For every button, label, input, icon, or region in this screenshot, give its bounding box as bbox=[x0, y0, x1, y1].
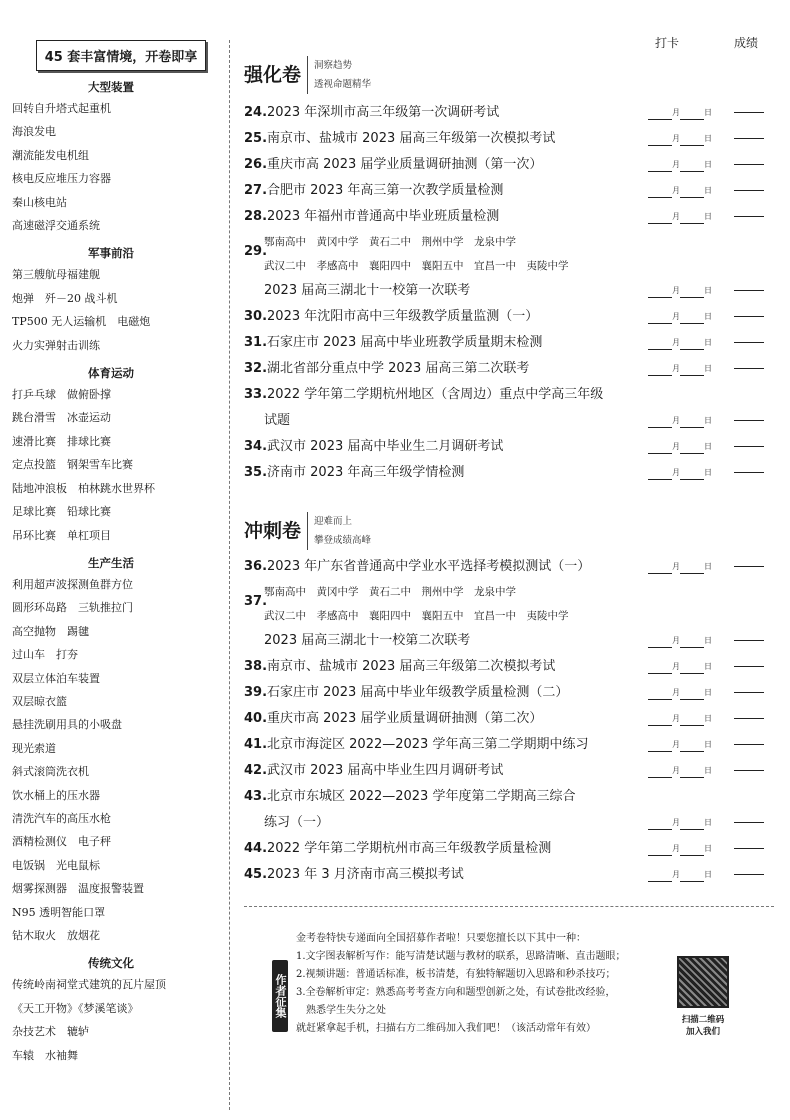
strengthen-title-area bbox=[244, 56, 774, 94]
month-blank[interactable] bbox=[648, 209, 672, 224]
sidebar-sections bbox=[8, 79, 214, 1067]
month-blank[interactable] bbox=[648, 685, 672, 700]
strengthen-title: 强化卷 bbox=[244, 64, 302, 86]
exam-text: 济南市 2023 年高三年级学情检测 bbox=[267, 465, 465, 480]
date-blank[interactable] bbox=[648, 836, 712, 862]
score-blank[interactable] bbox=[734, 316, 764, 317]
date-blank[interactable] bbox=[648, 152, 712, 178]
month-blank[interactable] bbox=[648, 815, 672, 830]
exam-row[interactable] bbox=[244, 434, 774, 460]
day-label: 日 bbox=[704, 134, 712, 143]
recruitment-item-1: 1.文字图表解析写作：能写清楚试题与教材的联系，思路清晰、直击题眼； bbox=[296, 951, 626, 962]
exam-list bbox=[244, 304, 774, 382]
day-label: 日 bbox=[704, 662, 712, 671]
sidebar-item: 高速磁浮交通系统 bbox=[12, 219, 100, 233]
day-label: 日 bbox=[704, 740, 712, 749]
month-label: 月 bbox=[672, 364, 680, 373]
day-blank[interactable] bbox=[680, 815, 704, 830]
exam-item-29 bbox=[244, 230, 774, 304]
qr-code-icon[interactable] bbox=[677, 956, 729, 1008]
exam-list bbox=[244, 434, 774, 486]
sidebar-item: 炮弹 歼－20 战斗机 bbox=[12, 291, 118, 305]
sidebar-item: 回转自升塔式起重机 bbox=[12, 102, 111, 115]
strengthen-section bbox=[244, 56, 774, 486]
day-blank[interactable] bbox=[680, 685, 704, 700]
sidebar bbox=[8, 40, 214, 1067]
date-blank[interactable] bbox=[648, 862, 712, 888]
exam-row-line bbox=[244, 382, 774, 408]
recruitment-item-3b: 熟悉学生失分之处 bbox=[306, 1005, 386, 1016]
month-label: 月 bbox=[672, 134, 680, 143]
score-blank[interactable] bbox=[734, 138, 764, 139]
month-label: 月 bbox=[672, 844, 680, 853]
exam-row[interactable] bbox=[244, 126, 774, 152]
sidebar-title: 45 套丰富情境，开卷即享 bbox=[36, 40, 206, 71]
exam-num: 34. bbox=[244, 439, 268, 454]
score-blank[interactable] bbox=[734, 718, 764, 719]
exam-row[interactable] bbox=[244, 732, 774, 758]
day-label: 日 bbox=[704, 636, 712, 645]
month-label: 月 bbox=[672, 662, 680, 671]
sidebar-item: 现光索道 bbox=[12, 741, 56, 755]
exam-num: 38. bbox=[244, 659, 268, 674]
day-label: 日 bbox=[704, 468, 712, 477]
day-label: 日 bbox=[704, 688, 712, 697]
month-blank[interactable] bbox=[648, 183, 672, 198]
score-blank[interactable] bbox=[734, 666, 764, 667]
punch-header: 打卡 bbox=[655, 36, 680, 50]
month-label: 月 bbox=[672, 766, 680, 775]
month-blank[interactable] bbox=[648, 841, 672, 856]
exam-row-line bbox=[244, 784, 774, 810]
sprint-subtitle-1: 迎难而上 bbox=[314, 516, 353, 527]
exam-num: 35. bbox=[244, 465, 268, 480]
month-blank[interactable] bbox=[648, 659, 672, 674]
exam-row[interactable] bbox=[244, 554, 774, 580]
qr-caption-1: 扫描二维码 bbox=[681, 1015, 725, 1025]
day-label: 日 bbox=[704, 286, 712, 295]
day-blank[interactable] bbox=[680, 439, 704, 454]
exam-row[interactable] bbox=[244, 304, 774, 330]
exam-text: 2022 学年第二学期杭州市高三年级教学质量检测 bbox=[267, 841, 552, 856]
exam-num: 37. bbox=[244, 594, 268, 609]
exam-text: 2023 届高三湖北十一校第一次联考 bbox=[264, 283, 471, 298]
exam-text: 2023 年深圳市高三年级第一次调研考试 bbox=[267, 105, 500, 120]
sidebar-item: 足球比赛 铅球比赛 bbox=[12, 505, 111, 519]
recruitment-intro: 金考卷特快专递面向全国招募作者啦！只要您擅长以下其中一种： bbox=[296, 933, 586, 944]
day-label: 日 bbox=[704, 714, 712, 723]
day-blank[interactable] bbox=[680, 209, 704, 224]
day-blank[interactable] bbox=[680, 413, 704, 428]
exam-item-43 bbox=[244, 784, 774, 836]
month-blank[interactable] bbox=[648, 711, 672, 726]
sidebar-section-heading: 军事前沿 bbox=[88, 246, 134, 261]
exam-num: 39. bbox=[244, 685, 268, 700]
exam-text: 石家庄市 2023 届高中毕业年级教学质量检测（二） bbox=[267, 685, 569, 700]
sidebar-item: N95 透明智能口罩 bbox=[12, 905, 106, 919]
score-blank[interactable] bbox=[734, 112, 764, 113]
day-label: 日 bbox=[704, 338, 712, 347]
sprint-subtitle-2: 攀登成绩高峰 bbox=[314, 535, 372, 546]
exam-text: 武汉市 2023 届高中毕业生二月调研考试 bbox=[267, 439, 504, 454]
exam-text: 石家庄市 2023 届高中毕业班教学质量期末检测 bbox=[267, 335, 543, 350]
month-label: 月 bbox=[672, 212, 680, 221]
day-blank[interactable] bbox=[680, 841, 704, 856]
date-blank[interactable] bbox=[648, 554, 712, 580]
exam-row[interactable] bbox=[244, 628, 774, 654]
sprint-title-area bbox=[244, 512, 774, 550]
exam-text: 南京市、盐城市 2023 届高三年级第一次模拟考试 bbox=[267, 131, 556, 146]
sidebar-item: 传统岭南祠堂式建筑的瓦片屋顶 bbox=[12, 978, 166, 992]
month-label: 月 bbox=[672, 870, 680, 879]
month-blank[interactable] bbox=[648, 465, 672, 480]
score-blank[interactable] bbox=[734, 164, 764, 165]
sidebar-item: 利用超声波探测鱼群方位 bbox=[12, 577, 133, 591]
exam-row[interactable] bbox=[244, 330, 774, 356]
score-blank[interactable] bbox=[734, 770, 764, 771]
exam-item-33 bbox=[244, 382, 774, 434]
exam-item-37 bbox=[244, 580, 774, 654]
month-label: 月 bbox=[672, 338, 680, 347]
schools-line-2: 武汉二中 孝感高中 襄阳四中 襄阳五中 宜昌一中 夷陵中学 bbox=[264, 260, 569, 272]
sidebar-item: 双层晾衣篮 bbox=[12, 694, 67, 708]
date-blank[interactable] bbox=[648, 408, 712, 434]
day-blank[interactable] bbox=[680, 737, 704, 752]
day-blank[interactable] bbox=[680, 335, 704, 350]
day-blank[interactable] bbox=[680, 309, 704, 324]
day-blank[interactable] bbox=[680, 659, 704, 674]
exam-num: 24. bbox=[244, 105, 268, 120]
day-blank[interactable] bbox=[680, 131, 704, 146]
month-label: 月 bbox=[672, 160, 680, 169]
exam-text: 合肥市 2023 年高三第一次教学质量检测 bbox=[267, 183, 504, 198]
exam-row[interactable] bbox=[244, 100, 774, 126]
month-label: 月 bbox=[672, 740, 680, 749]
score-blank[interactable] bbox=[734, 290, 764, 291]
date-blank[interactable] bbox=[648, 654, 712, 680]
sidebar-item: 钻木取火 放烟花 bbox=[12, 929, 100, 942]
date-blank[interactable] bbox=[648, 628, 712, 654]
month-label: 月 bbox=[672, 186, 680, 195]
exam-num: 29. bbox=[244, 244, 268, 259]
month-blank[interactable] bbox=[648, 283, 672, 298]
sidebar-item: 悬挂洗刷用具的小吸盘 bbox=[12, 718, 122, 732]
score-blank[interactable] bbox=[734, 368, 764, 369]
day-blank[interactable] bbox=[680, 361, 704, 376]
month-blank[interactable] bbox=[648, 309, 672, 324]
exam-num: 33. bbox=[244, 387, 268, 402]
sidebar-section-heading: 传统文化 bbox=[88, 956, 134, 971]
sidebar-item: 清洗汽车的高压水枪 bbox=[12, 811, 111, 825]
sidebar-item: 陆地冲浪板 柏林跳水世界杯 bbox=[12, 481, 155, 495]
exam-num: 44. bbox=[244, 841, 268, 856]
sidebar-section-heading: 体育运动 bbox=[88, 366, 134, 381]
exam-row[interactable] bbox=[244, 278, 774, 304]
day-blank[interactable] bbox=[680, 105, 704, 120]
sidebar-section-heading: 生产生活 bbox=[88, 555, 134, 570]
exam-text: 湖北省部分重点中学 2023 届高三第二次联考 bbox=[267, 361, 530, 376]
score-blank[interactable] bbox=[734, 342, 764, 343]
month-blank[interactable] bbox=[648, 737, 672, 752]
score-blank[interactable] bbox=[734, 640, 764, 641]
score-blank[interactable] bbox=[734, 822, 764, 823]
exam-num: 45. bbox=[244, 867, 268, 882]
exam-row[interactable] bbox=[244, 758, 774, 784]
day-label: 日 bbox=[704, 562, 712, 571]
day-blank[interactable] bbox=[680, 183, 704, 198]
sidebar-item: 烟雾探测器 温度报警装置 bbox=[12, 882, 144, 896]
exam-text: 2023 年沈阳市高中三年级教学质量监测（一） bbox=[267, 309, 539, 324]
exam-row[interactable] bbox=[244, 356, 774, 382]
exam-text: 武汉市 2023 届高中毕业生四月调研考试 bbox=[267, 763, 504, 778]
exam-list bbox=[244, 654, 774, 784]
exam-text: 重庆市高 2023 届学业质量调研抽测（第二次） bbox=[267, 711, 543, 726]
score-blank[interactable] bbox=[734, 472, 764, 473]
vertical-divider bbox=[229, 40, 230, 1110]
score-blank[interactable] bbox=[734, 692, 764, 693]
recruitment-outro: 就赶紧拿起手机，扫描右方二维码加入我们吧！（该活动常年有效） bbox=[296, 1023, 596, 1034]
sidebar-item: 高空抛物 踢毽 bbox=[12, 624, 89, 638]
exam-row[interactable] bbox=[244, 408, 774, 434]
strengthen-subtitle bbox=[307, 56, 371, 94]
sidebar-item: TP500 无人运输机 电磁炮 bbox=[12, 315, 151, 329]
day-blank[interactable] bbox=[680, 711, 704, 726]
sidebar-item: 第三艘航母福建舰 bbox=[12, 268, 100, 282]
day-blank[interactable] bbox=[680, 283, 704, 298]
exam-text: 2023 年福州市普通高中毕业班质量检测 bbox=[267, 209, 500, 224]
score-blank[interactable] bbox=[734, 190, 764, 191]
month-label: 月 bbox=[672, 636, 680, 645]
date-blank[interactable] bbox=[648, 706, 712, 732]
day-blank[interactable] bbox=[680, 867, 704, 882]
sidebar-item: 打乒乓球 做俯卧撑 bbox=[12, 388, 111, 402]
month-label: 月 bbox=[672, 416, 680, 425]
month-blank[interactable] bbox=[648, 131, 672, 146]
exam-text: 2023 届高三湖北十一校第二次联考 bbox=[264, 633, 471, 648]
day-label: 日 bbox=[704, 844, 712, 853]
exam-num: 25. bbox=[244, 131, 268, 146]
schools-line-2: 武汉二中 孝感高中 襄阳四中 襄阳五中 宜昌一中 夷陵中学 bbox=[264, 610, 569, 622]
sidebar-item: 潮流能发电机组 bbox=[12, 148, 89, 162]
date-blank[interactable] bbox=[648, 126, 712, 152]
month-label: 月 bbox=[672, 286, 680, 295]
exam-text: 北京市东城区 2022—2023 学年度第二学期高三综合 bbox=[267, 789, 576, 804]
exam-num: 27. bbox=[244, 183, 268, 198]
sprint-section bbox=[244, 512, 774, 888]
date-blank[interactable] bbox=[648, 330, 712, 356]
recruitment-item-2: 2.视频讲题：普通话标准，板书清楚，有独特解题切入思路和秒杀技巧； bbox=[296, 969, 616, 980]
recruitment-text bbox=[296, 930, 676, 1038]
date-blank[interactable] bbox=[648, 460, 712, 486]
score-blank[interactable] bbox=[734, 874, 764, 875]
month-blank[interactable] bbox=[648, 559, 672, 574]
month-blank[interactable] bbox=[648, 361, 672, 376]
date-blank[interactable] bbox=[648, 680, 712, 706]
day-label: 日 bbox=[704, 186, 712, 195]
exam-num: 43. bbox=[244, 789, 268, 804]
exam-num: 26. bbox=[244, 157, 268, 172]
day-label: 日 bbox=[704, 416, 712, 425]
exam-row[interactable] bbox=[244, 460, 774, 486]
date-blank[interactable] bbox=[648, 204, 712, 230]
month-blank[interactable] bbox=[648, 335, 672, 350]
day-blank[interactable] bbox=[680, 559, 704, 574]
exam-list bbox=[244, 836, 774, 888]
exam-row[interactable] bbox=[244, 836, 774, 862]
score-blank[interactable] bbox=[734, 566, 764, 567]
sidebar-item: 跳台滑雪 冰壶运动 bbox=[12, 411, 111, 425]
sidebar-item: 车辕 水袖舞 bbox=[12, 1048, 78, 1062]
month-blank[interactable] bbox=[648, 105, 672, 120]
exam-row[interactable] bbox=[244, 706, 774, 732]
month-blank[interactable] bbox=[648, 157, 672, 172]
month-label: 月 bbox=[672, 714, 680, 723]
exam-row[interactable] bbox=[244, 178, 774, 204]
sidebar-section-heading: 大型装置 bbox=[88, 80, 134, 94]
exam-row[interactable] bbox=[244, 654, 774, 680]
exam-text: 北京市海淀区 2022—2023 学年高三第二学期期中练习 bbox=[267, 737, 589, 752]
score-blank[interactable] bbox=[734, 420, 764, 421]
strengthen-subtitle-2: 透视命题精华 bbox=[314, 79, 372, 90]
day-label: 日 bbox=[704, 766, 712, 775]
sidebar-item: 秦山核电站 bbox=[12, 195, 67, 209]
day-blank[interactable] bbox=[680, 633, 704, 648]
score-blank[interactable] bbox=[734, 848, 764, 849]
exam-num: 42. bbox=[244, 763, 268, 778]
recruitment-item-3a: 3.全卷解析审定：熟悉高考考查方向和题型创新之处，有试卷批改经验， bbox=[296, 987, 616, 998]
sidebar-item: 海浪发电 bbox=[12, 125, 56, 139]
day-blank[interactable] bbox=[680, 763, 704, 778]
date-blank[interactable] bbox=[648, 178, 712, 204]
schools-line-1: 鄂南高中 黄冈中学 黄石二中 荆州中学 龙泉中学 bbox=[264, 586, 516, 598]
day-label: 日 bbox=[704, 212, 712, 221]
exam-num: 40. bbox=[244, 711, 268, 726]
exam-num: 30. bbox=[244, 309, 268, 324]
exam-num: 36. bbox=[244, 559, 268, 574]
date-blank[interactable] bbox=[648, 810, 712, 836]
exam-text: 2022 学年第二学期杭州地区（含周边）重点中学高三年级 bbox=[267, 387, 604, 402]
score-blank[interactable] bbox=[734, 446, 764, 447]
exam-num: 41. bbox=[244, 737, 268, 752]
sidebar-item: 过山车 打夯 bbox=[12, 648, 78, 662]
author-recruitment-box bbox=[272, 930, 762, 1053]
exam-num: 31. bbox=[244, 335, 268, 350]
exam-row[interactable] bbox=[244, 862, 774, 888]
day-label: 日 bbox=[704, 160, 712, 169]
exam-text: 练习（一） bbox=[264, 815, 330, 830]
day-blank[interactable] bbox=[680, 465, 704, 480]
exam-row[interactable] bbox=[244, 680, 774, 706]
sidebar-item: 火力实弹射击训练 bbox=[12, 338, 100, 352]
sprint-subtitle bbox=[307, 512, 371, 550]
exam-num: 28. bbox=[244, 209, 268, 224]
sidebar-item: 杂技艺术 辘轳 bbox=[12, 1025, 89, 1039]
sidebar-item: 圆形环岛路 三轨推拉门 bbox=[12, 601, 133, 615]
month-blank[interactable] bbox=[648, 413, 672, 428]
sidebar-item: 斜式滚筒洗衣机 bbox=[12, 765, 89, 779]
sidebar-item: 酒精检测仪 电子秤 bbox=[12, 835, 111, 849]
month-label: 月 bbox=[672, 442, 680, 451]
day-label: 日 bbox=[704, 108, 712, 117]
exam-row[interactable] bbox=[244, 152, 774, 178]
exam-row[interactable] bbox=[244, 204, 774, 230]
exam-text: 试题 bbox=[264, 413, 291, 428]
recruitment-tag: 作者征集 bbox=[272, 960, 288, 1032]
month-label: 月 bbox=[672, 818, 680, 827]
day-blank[interactable] bbox=[680, 157, 704, 172]
date-blank[interactable] bbox=[648, 356, 712, 382]
date-blank[interactable] bbox=[648, 758, 712, 784]
sidebar-item: 饮水桶上的压水器 bbox=[12, 788, 100, 802]
exam-list bbox=[244, 100, 774, 230]
exam-text: 2023 年广东省普通高中学业水平选择考模拟测试（一） bbox=[267, 559, 591, 574]
month-blank[interactable] bbox=[648, 633, 672, 648]
schools-line-1: 鄂南高中 黄冈中学 黄石二中 荆州中学 龙泉中学 bbox=[264, 236, 516, 248]
exam-row[interactable] bbox=[244, 810, 774, 836]
score-blank[interactable] bbox=[734, 216, 764, 217]
month-blank[interactable] bbox=[648, 439, 672, 454]
month-label: 月 bbox=[672, 108, 680, 117]
date-blank[interactable] bbox=[648, 100, 712, 126]
exam-text: 重庆市高 2023 届学业质量调研抽测（第一次） bbox=[267, 157, 543, 172]
sidebar-item: 双层立体泊车装置 bbox=[12, 671, 100, 685]
exam-text: 2023 年 3 月济南市高三模拟考试 bbox=[267, 867, 464, 882]
month-blank[interactable] bbox=[648, 867, 672, 882]
month-blank[interactable] bbox=[648, 763, 672, 778]
day-label: 日 bbox=[704, 364, 712, 373]
qr-caption bbox=[668, 1014, 738, 1038]
day-label: 日 bbox=[704, 442, 712, 451]
horizontal-divider bbox=[244, 906, 774, 907]
sprint-title: 冲刺卷 bbox=[244, 520, 302, 542]
sidebar-item: 定点投篮 钢架雪车比赛 bbox=[12, 458, 133, 472]
strengthen-subtitle-1: 洞察趋势 bbox=[314, 60, 353, 71]
date-blank[interactable] bbox=[648, 278, 712, 304]
exam-num: 32. bbox=[244, 361, 268, 376]
month-label: 月 bbox=[672, 562, 680, 571]
exam-list bbox=[244, 554, 774, 580]
month-label: 月 bbox=[672, 688, 680, 697]
sidebar-item: 《天工开物》《梦溪笔谈》 bbox=[12, 1001, 139, 1015]
sidebar-item: 吊环比赛 单杠项目 bbox=[12, 528, 111, 542]
date-blank[interactable] bbox=[648, 732, 712, 758]
exam-text: 南京市、盐城市 2023 届高三年级第二次模拟考试 bbox=[267, 659, 556, 674]
day-label: 日 bbox=[704, 312, 712, 321]
date-blank[interactable] bbox=[648, 304, 712, 330]
date-blank[interactable] bbox=[648, 434, 712, 460]
month-label: 月 bbox=[672, 468, 680, 477]
sidebar-item: 电饭锅 光电鼠标 bbox=[12, 858, 100, 872]
qr-caption-2: 加入我们 bbox=[685, 1027, 720, 1037]
sidebar-item: 核电反应堆压力容器 bbox=[12, 172, 111, 186]
month-label: 月 bbox=[672, 312, 680, 321]
sidebar-item: 速滑比赛 排球比赛 bbox=[12, 434, 111, 448]
score-blank[interactable] bbox=[734, 744, 764, 745]
day-label: 日 bbox=[704, 870, 712, 879]
day-label: 日 bbox=[704, 818, 712, 827]
score-header: 成绩 bbox=[734, 36, 759, 50]
